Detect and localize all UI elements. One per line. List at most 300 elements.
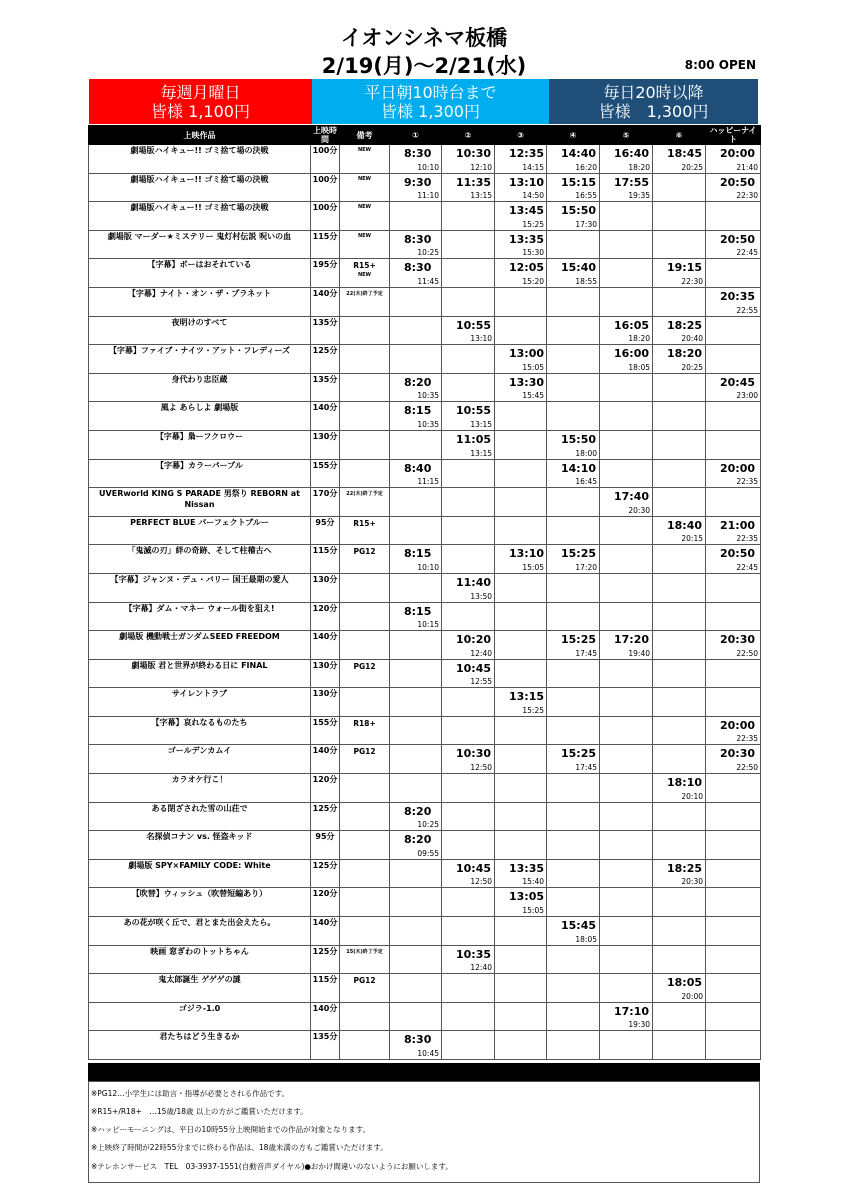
note-cell xyxy=(340,716,390,745)
runtime: 115分 xyxy=(311,545,340,574)
showtime-cell xyxy=(706,974,761,1003)
runtime: 130分 xyxy=(311,573,340,602)
showtime-cell xyxy=(600,573,653,602)
note-text: 22(木)終了予定 xyxy=(346,491,383,498)
showtime-cell xyxy=(390,545,442,574)
movie-title: 君たちはどう生きるか xyxy=(89,1031,311,1060)
showtime-cell xyxy=(495,945,547,974)
movie-title: 【字幕】ボーはおそれている xyxy=(89,259,311,288)
end-time: 09:55 xyxy=(417,848,439,858)
runtime: 125分 xyxy=(311,802,340,831)
start-time: 8:15 xyxy=(404,547,432,561)
rating-badge: PG12 xyxy=(353,661,376,671)
showtime-cell xyxy=(442,688,495,717)
end-time: 19:30 xyxy=(628,1020,650,1030)
start-time: 18:45 xyxy=(667,147,703,160)
movie-title: 名探偵コナン vs. 怪盗キッド xyxy=(89,831,311,860)
note-text: NEW xyxy=(357,175,372,182)
showtime-cell xyxy=(706,488,761,517)
showtime-cell xyxy=(547,802,600,831)
showtime-cell xyxy=(442,459,495,488)
end-time: 18:05 xyxy=(628,362,650,372)
table-row xyxy=(89,287,761,316)
note-cell xyxy=(340,316,390,345)
showtime-cell xyxy=(495,831,547,860)
start-time: 11:35 xyxy=(456,175,492,189)
table-row xyxy=(89,802,761,831)
end-time: 10:10 xyxy=(417,162,439,172)
showtime-cell xyxy=(390,688,442,717)
end-time: 10:10 xyxy=(417,562,439,572)
end-time: 15:25 xyxy=(522,705,544,715)
table-row xyxy=(89,402,761,431)
note-cell xyxy=(340,888,390,917)
showtime-cell xyxy=(547,1002,600,1031)
end-time: 15:40 xyxy=(522,877,544,887)
movie-title: PERFECT BLUE パーフェクトブルー xyxy=(89,516,311,545)
start-time: 13:35 xyxy=(509,232,545,246)
showtime-cell xyxy=(547,745,600,774)
showtime-cell xyxy=(600,516,653,545)
end-time: 12:55 xyxy=(470,677,492,687)
start-time: 15:40 xyxy=(561,261,597,275)
table-row xyxy=(89,430,761,459)
start-time: 15:45 xyxy=(561,919,597,933)
showtime-cell xyxy=(495,602,547,631)
start-time: 8:20 xyxy=(404,804,432,818)
price-label: 平日朝10時台まで xyxy=(364,83,497,102)
price-value: 皆様 1,300円 xyxy=(381,102,480,121)
table-row xyxy=(89,488,761,517)
runtime: 130分 xyxy=(311,659,340,688)
start-time: 20:45 xyxy=(720,375,756,389)
start-time: 16:40 xyxy=(614,147,650,160)
showtime-cell xyxy=(653,888,706,917)
showtime-cell xyxy=(442,631,495,660)
end-time: 22:45 xyxy=(736,248,758,258)
open-time: 8:00 OPEN xyxy=(684,58,756,72)
end-time: 18:20 xyxy=(628,334,650,344)
showtime-cell xyxy=(390,287,442,316)
showtime-cell xyxy=(706,1031,761,1060)
start-time: 17:55 xyxy=(614,175,650,189)
showtime-cell xyxy=(653,145,706,174)
showtime-cell xyxy=(547,602,600,631)
movie-title: 【字幕】哀れなるものたち xyxy=(89,716,311,745)
end-time: 21:40 xyxy=(736,162,758,172)
start-time: 10:45 xyxy=(456,861,492,875)
end-time: 16:20 xyxy=(575,162,597,172)
note-cell xyxy=(340,945,390,974)
note-cell xyxy=(340,917,390,946)
showtime-cell xyxy=(495,745,547,774)
showtime-cell xyxy=(442,974,495,1003)
end-time: 22:30 xyxy=(736,191,758,201)
end-time: 10:25 xyxy=(417,248,439,258)
showtime-cell xyxy=(600,688,653,717)
end-time: 18:55 xyxy=(575,276,597,286)
showtime-cell xyxy=(390,888,442,917)
table-row xyxy=(89,145,761,174)
rating-badge: PG12 xyxy=(353,976,376,986)
start-time: 18:05 xyxy=(667,976,703,990)
start-time: 10:30 xyxy=(456,147,492,160)
note-cell xyxy=(340,802,390,831)
column-header: ③ xyxy=(495,126,547,145)
showtime-cell xyxy=(600,659,653,688)
table-row xyxy=(89,1031,761,1060)
start-time: 20:30 xyxy=(720,633,756,647)
start-time: 8:30 xyxy=(404,147,432,160)
end-time: 16:45 xyxy=(575,477,597,487)
showtime-cell xyxy=(442,173,495,202)
showtime-cell xyxy=(653,230,706,259)
runtime: 95分 xyxy=(311,516,340,545)
showtime-cell xyxy=(653,945,706,974)
start-time: 14:10 xyxy=(561,461,597,475)
column-header: ⑤ xyxy=(600,126,653,145)
showtime-cell xyxy=(495,402,547,431)
showtime-cell xyxy=(547,402,600,431)
showtime-cell xyxy=(600,745,653,774)
showtime-cell xyxy=(706,230,761,259)
showtime-cell xyxy=(390,745,442,774)
table-header-row xyxy=(89,126,761,145)
showtime-cell xyxy=(706,202,761,231)
showtime-cell xyxy=(706,402,761,431)
showtime-cell xyxy=(390,145,442,174)
start-time: 15:25 xyxy=(561,747,597,761)
showtime-cell xyxy=(547,373,600,402)
table-row xyxy=(89,516,761,545)
showtime-cell xyxy=(706,259,761,288)
table-row xyxy=(89,917,761,946)
showtime-cell xyxy=(442,917,495,946)
end-time: 14:50 xyxy=(522,191,544,201)
start-time: 16:05 xyxy=(614,318,650,332)
table-row xyxy=(89,859,761,888)
runtime: 135分 xyxy=(311,373,340,402)
showtime-cell xyxy=(600,602,653,631)
showtime-cell xyxy=(442,716,495,745)
start-time: 15:50 xyxy=(561,432,597,446)
showtime-cell xyxy=(442,545,495,574)
runtime: 170分 xyxy=(311,488,340,517)
note-cell xyxy=(340,287,390,316)
table-row xyxy=(89,230,761,259)
start-time: 8:20 xyxy=(404,833,432,847)
start-time: 20:00 xyxy=(720,147,756,160)
showtime-cell xyxy=(495,888,547,917)
note-text: NEW xyxy=(357,272,372,279)
start-time: 13:10 xyxy=(509,175,545,189)
showtime-cell xyxy=(706,459,761,488)
showtime-cell xyxy=(495,917,547,946)
start-time: 19:15 xyxy=(667,261,703,275)
note-text: 22(木)終了予定 xyxy=(346,290,383,297)
showtime-cell xyxy=(442,774,495,803)
note-cell xyxy=(340,459,390,488)
showtime-cell xyxy=(706,802,761,831)
showtime-cell xyxy=(390,230,442,259)
note-cell xyxy=(340,545,390,574)
movie-title: 劇場版 機動戦士ガンダムSEED FREEDOM xyxy=(89,631,311,660)
table-row xyxy=(89,602,761,631)
showtime-cell xyxy=(442,659,495,688)
showtime-cell xyxy=(600,802,653,831)
showtime-cell xyxy=(547,202,600,231)
start-time: 18:10 xyxy=(667,776,703,790)
showtime-cell xyxy=(442,573,495,602)
showtime-cell xyxy=(495,774,547,803)
start-time: 9:30 xyxy=(404,175,432,189)
movie-title: 劇場版ハイキュー!! ゴミ捨て場の決戦 xyxy=(89,173,311,202)
end-time: 11:15 xyxy=(417,477,439,487)
end-time: 18:20 xyxy=(628,162,650,172)
start-time: 15:50 xyxy=(561,204,597,218)
showtime-cell xyxy=(495,974,547,1003)
runtime: 140分 xyxy=(311,631,340,660)
showtime-cell xyxy=(547,659,600,688)
end-time: 10:25 xyxy=(417,820,439,830)
start-time: 20:00 xyxy=(720,718,756,732)
price-label: 毎週月曜日 xyxy=(160,83,241,102)
runtime: 125分 xyxy=(311,859,340,888)
column-header: 備考 xyxy=(340,126,390,145)
note-cell xyxy=(340,488,390,517)
showtime-cell xyxy=(706,516,761,545)
showtime-cell xyxy=(547,516,600,545)
showtime-cell xyxy=(442,345,495,374)
start-time: 20:35 xyxy=(720,289,756,303)
movie-title: 【吹替】ウィッシュ（吹替短編あり） xyxy=(89,888,311,917)
end-time: 20:30 xyxy=(681,877,703,887)
showtime-cell xyxy=(547,688,600,717)
showtime-cell xyxy=(442,802,495,831)
end-time: 15:05 xyxy=(522,362,544,372)
showtime-cell xyxy=(495,173,547,202)
movie-title: ゴールデンカムイ xyxy=(89,745,311,774)
table-row xyxy=(89,173,761,202)
start-time: 18:25 xyxy=(667,318,703,332)
runtime: 130分 xyxy=(311,688,340,717)
showtime-cell xyxy=(547,287,600,316)
showtime-cell xyxy=(706,688,761,717)
showtime-cell xyxy=(547,716,600,745)
movie-title: ある閉ざされた雪の山荘で xyxy=(89,802,311,831)
start-time: 13:15 xyxy=(509,690,545,704)
showtime-cell xyxy=(547,888,600,917)
end-time: 12:10 xyxy=(470,162,492,172)
showtime-cell xyxy=(547,831,600,860)
showtime-cell xyxy=(653,688,706,717)
note-cell xyxy=(340,1002,390,1031)
column-header: ⑥ xyxy=(653,126,706,145)
showtime-cell xyxy=(547,430,600,459)
showtime-cell xyxy=(495,516,547,545)
showtime-cell xyxy=(653,974,706,1003)
table-row xyxy=(89,373,761,402)
start-time: 8:20 xyxy=(404,375,432,389)
end-time: 15:45 xyxy=(522,391,544,401)
column-header: 上映時間 xyxy=(311,126,340,145)
start-time: 12:05 xyxy=(509,261,545,275)
showtime-cell xyxy=(442,745,495,774)
showtime-cell xyxy=(390,716,442,745)
divider-bar xyxy=(88,1063,760,1081)
end-time: 16:55 xyxy=(575,191,597,201)
movie-title: 【字幕】ジャンヌ・デュ・バリー 国王最期の愛人 xyxy=(89,573,311,602)
start-time: 8:15 xyxy=(404,604,432,618)
note-cell xyxy=(340,259,390,288)
showtime-cell xyxy=(653,859,706,888)
note-cell xyxy=(340,230,390,259)
end-time: 22:35 xyxy=(736,734,758,744)
showtime-cell xyxy=(495,230,547,259)
showtime-cell xyxy=(442,945,495,974)
end-time: 22:50 xyxy=(736,763,758,773)
showtime-cell xyxy=(653,373,706,402)
start-time: 10:55 xyxy=(456,404,492,418)
movie-title: カラオケ行こ！ xyxy=(89,774,311,803)
table-row xyxy=(89,831,761,860)
showtime-cell xyxy=(653,745,706,774)
showtime-cell xyxy=(706,173,761,202)
note-text: NEW xyxy=(357,232,372,239)
showtime-cell xyxy=(442,430,495,459)
movie-title: 「鬼滅の刃」絆の奇跡、そして柱稽古へ xyxy=(89,545,311,574)
showtime-cell xyxy=(442,259,495,288)
start-time: 10:55 xyxy=(456,318,492,332)
start-time: 10:30 xyxy=(456,747,492,761)
showtime-cell xyxy=(495,545,547,574)
start-time: 21:00 xyxy=(720,518,756,532)
movie-title: 劇場版 マーダー★ミステリー 鬼灯村伝説 呪いの血 xyxy=(89,230,311,259)
showtime-cell xyxy=(706,631,761,660)
start-time: 15:15 xyxy=(561,175,597,189)
end-time: 11:45 xyxy=(417,276,439,286)
showtime-cell xyxy=(653,1002,706,1031)
end-time: 22:55 xyxy=(736,305,758,315)
runtime: 195分 xyxy=(311,259,340,288)
start-time: 18:25 xyxy=(667,861,703,875)
footnote: ※上映終了時間が22時55分までに終わる作品は、18歳未満の方もご鑑賞いただけます。 xyxy=(91,1143,388,1152)
showtime-cell xyxy=(653,259,706,288)
showtime-cell xyxy=(495,459,547,488)
start-time: 20:00 xyxy=(720,461,756,475)
showtime-cell xyxy=(547,145,600,174)
column-header: ハッピーナイト xyxy=(706,126,761,145)
showtime-cell xyxy=(600,202,653,231)
start-time: 13:30 xyxy=(509,375,545,389)
column-header: ① xyxy=(390,126,442,145)
note-cell xyxy=(340,974,390,1003)
table-row xyxy=(89,716,761,745)
runtime: 100分 xyxy=(311,145,340,174)
showtime-cell xyxy=(653,287,706,316)
showtime-cell xyxy=(600,859,653,888)
movie-title: ゴジラ-1.0 xyxy=(89,1002,311,1031)
showtime-cell xyxy=(600,430,653,459)
table-row xyxy=(89,774,761,803)
showtime-cell xyxy=(547,974,600,1003)
showtime-cell xyxy=(600,974,653,1003)
showtime-cell xyxy=(442,1002,495,1031)
showtime-cell xyxy=(547,1031,600,1060)
table-row xyxy=(89,888,761,917)
start-time: 17:40 xyxy=(614,490,650,504)
showtime-cell xyxy=(706,373,761,402)
end-time: 13:15 xyxy=(470,419,492,429)
end-time: 18:00 xyxy=(575,448,597,458)
showtime-cell xyxy=(653,573,706,602)
end-time: 20:40 xyxy=(681,334,703,344)
showtime-cell xyxy=(600,230,653,259)
note-cell xyxy=(340,573,390,602)
start-time: 8:30 xyxy=(404,261,432,275)
start-time: 14:40 xyxy=(561,147,597,160)
runtime: 130分 xyxy=(311,430,340,459)
end-time: 10:45 xyxy=(417,1049,439,1058)
showtime-cell xyxy=(600,402,653,431)
end-time: 22:45 xyxy=(736,562,758,572)
end-time: 20:25 xyxy=(681,362,703,372)
note-cell xyxy=(340,774,390,803)
showtime-cell xyxy=(706,774,761,803)
showtime-cell xyxy=(495,859,547,888)
price-box-night xyxy=(549,79,758,124)
showtime-cell xyxy=(706,545,761,574)
showtime-cell xyxy=(706,831,761,860)
showtime-cell xyxy=(600,345,653,374)
showtime-cell xyxy=(600,1031,653,1060)
start-time: 13:00 xyxy=(509,347,545,361)
showtime-cell xyxy=(390,1002,442,1031)
note-cell xyxy=(340,430,390,459)
runtime: 135分 xyxy=(311,1031,340,1060)
showtime-cell xyxy=(706,287,761,316)
start-time: 18:40 xyxy=(667,518,703,532)
runtime: 135分 xyxy=(311,316,340,345)
end-time: 13:15 xyxy=(470,448,492,458)
runtime: 140分 xyxy=(311,287,340,316)
note-text: 15(木)終了予定 xyxy=(346,948,383,955)
showtime-cell xyxy=(706,145,761,174)
note-cell xyxy=(340,659,390,688)
showtime-cell xyxy=(706,659,761,688)
note-text: NEW xyxy=(357,147,372,153)
showtime-cell xyxy=(653,1031,706,1060)
runtime: 155分 xyxy=(311,716,340,745)
page-title: イオンシネマ板橋 xyxy=(340,26,508,50)
movie-title: 【字幕】ダム・マネー ウォール街を狙え! xyxy=(89,602,311,631)
movie-title: 風よ あらしよ 劇場版 xyxy=(89,402,311,431)
showtime-cell xyxy=(442,859,495,888)
showtime-cell xyxy=(390,373,442,402)
showtime-cell xyxy=(653,173,706,202)
end-time: 15:05 xyxy=(522,906,544,916)
showtime-cell xyxy=(547,859,600,888)
end-time: 13:50 xyxy=(470,591,492,601)
showtime-cell xyxy=(653,345,706,374)
runtime: 140分 xyxy=(311,402,340,431)
note-cell xyxy=(340,831,390,860)
showtime-cell xyxy=(495,373,547,402)
start-time: 13:45 xyxy=(509,204,545,218)
showtime-cell xyxy=(706,945,761,974)
showtime-cell xyxy=(547,459,600,488)
showtime-cell xyxy=(706,745,761,774)
